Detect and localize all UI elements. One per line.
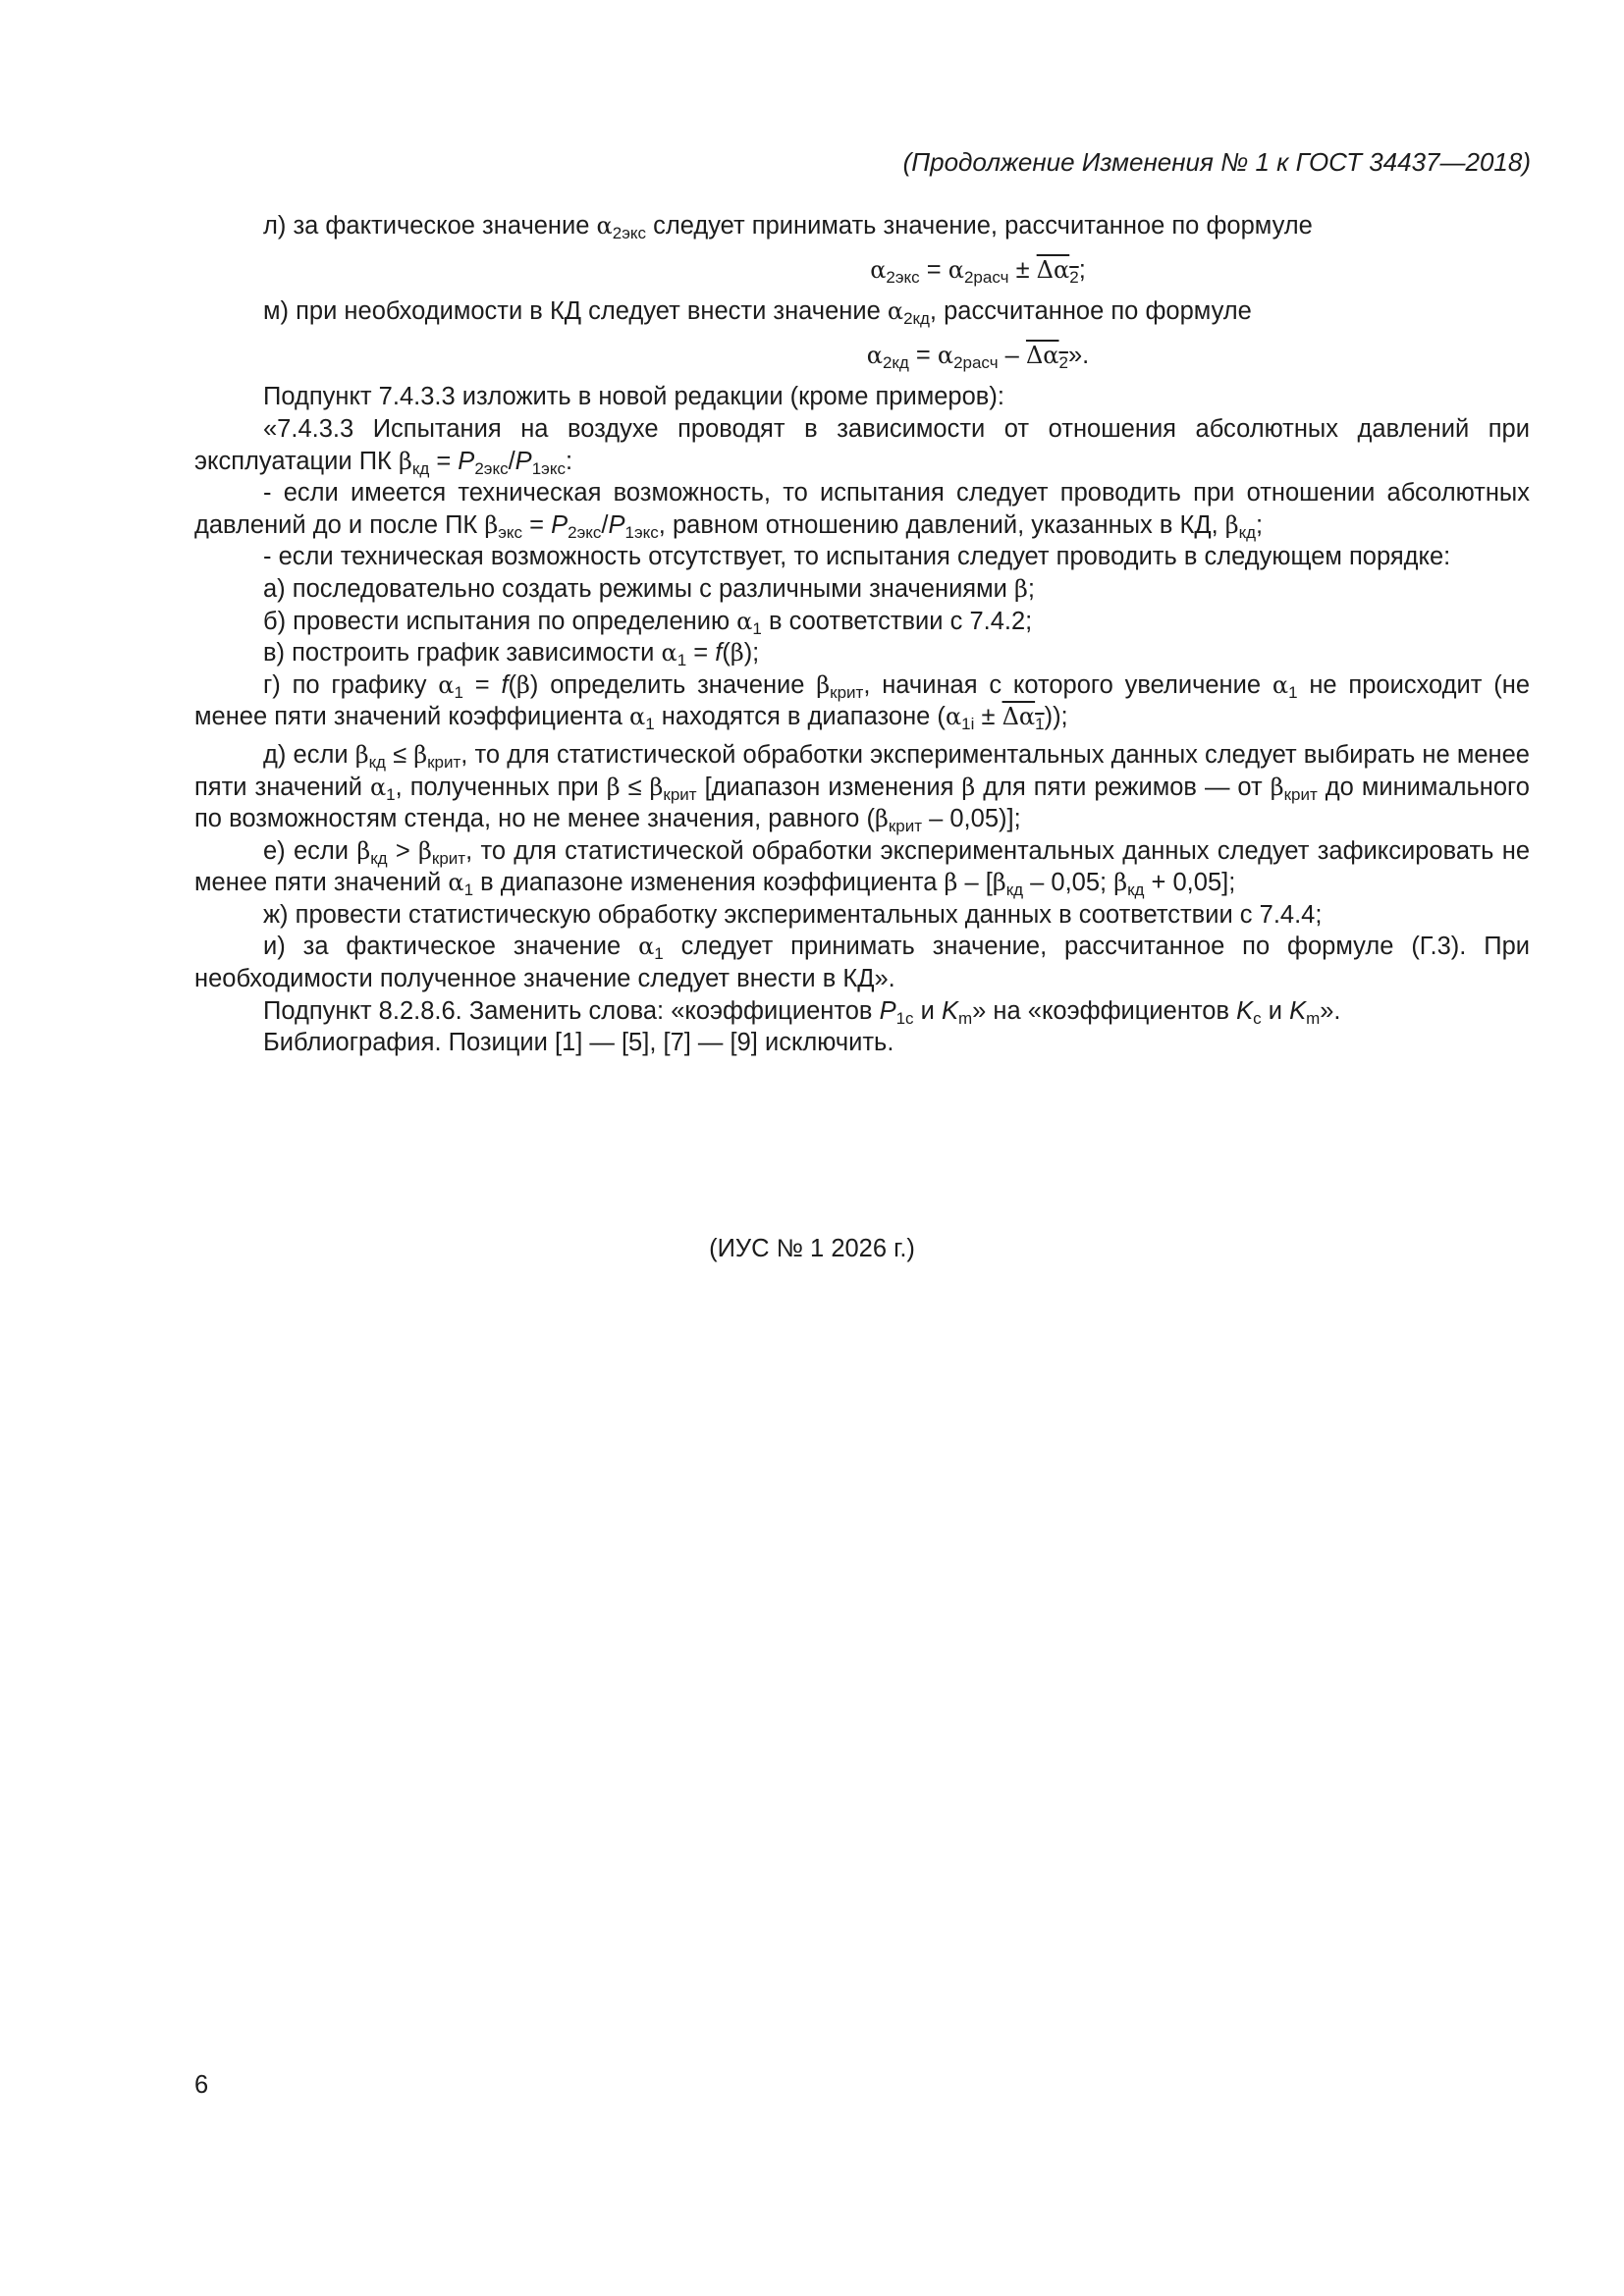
paragraph-7433: «7.4.3.3 Испытания на воздухе проводят в зависимости от отношения абсолютных давлений при эксплуатации ПК $\beta_{кд} = P_{2экс}/P_{1экс}$: — [194, 414, 1530, 478]
page-number: 6 — [194, 2071, 209, 2099]
dash-item-1: - если имеется техническая возможность, то испытания следует проводить при отношении абсолютных давлений до и после ПК $\beta_{экс} = P_{2экс}/P_{1экс}$, равном отношению давлений, указанных в КД, $\beta_{кд}$; — [194, 479, 1530, 542]
list-item-a: а) последовательно создать режимы с различными значениями β; — [263, 574, 1035, 603]
list-item-e: е) если $\beta_{кд} > \beta_{крит}$, то для статистической обработки экспериментальных данных следует зафиксировать не менее пяти значений $\alpha_1$ в диапазоне изменения коэффициента β – [$\beta_{кд} - 0,05$; $\beta_{кд} + 0,05$]; — [194, 836, 1531, 900]
item-l: л) за фактическое значение $\alpha_{2экс}$ следует принимать значение, рассчитанное по формуле — [263, 212, 1313, 242]
formula-alpha2-kd: $\alpha_{2кд} = \alpha_{2расч} - \Delta\alpha_2$». — [866, 341, 1090, 372]
subpoint-7433-intro: Подпункт 7.4.3.3 изложить в новой редакции (кроме примеров): — [263, 383, 1004, 411]
subpoint-8286: Подпункт 8.2.8.6. Заменить слова: «коэффициентов $P_{1с}$ и $K_m$» на «коэффициентов $K_с$ и $K_m$». — [263, 996, 1341, 1028]
list-item-g: г) по графику $\alpha_1 = f(\beta)$ определить значение $\beta_{крит}$, начиная с которого увеличение $\alpha_1$ не происходит (не менее пяти значений коэффициента $\alpha_1$ находятся в диапазоне $(\alpha_{1i} \pm \Delta\alpha_1)$); — [194, 670, 1531, 734]
list-item-zh: ж) провести статистическую обработку экспериментальных данных в соответствии с 7.4.4; — [263, 900, 1323, 929]
list-item-v: в) построить график зависимости $\alpha_1 = f(\beta)$; — [263, 639, 760, 670]
formula-alpha2-eks: $\alpha_{2экс} = \alpha_{2расч} \pm \Delta\alpha_2$; — [870, 255, 1086, 287]
list-item-i: и) за фактическое значение $\alpha_1$ следует принимать значение, рассчитанное по формуле (Г.3). При необходимости полученное значение следует внести в КД». — [194, 933, 1530, 993]
running-header: (Продолжение Изменения № 1 к ГОСТ 34437—2018) — [902, 147, 1531, 177]
list-item-b: б) провести испытания по определению $\alpha_1$ в соответствии с 7.4.2; — [263, 607, 1033, 638]
document-body — [194, 210, 1530, 1059]
ius-reference: (ИУС № 1 2026 г.) — [709, 1235, 915, 1262]
item-m: м) при необходимости в КД следует внести значение $\alpha_{2кд}$, рассчитанное по формуле — [263, 297, 1252, 329]
bibliography-note: Библиография. Позиции [1] — [5], [7] — [9] исключить. — [263, 1029, 894, 1057]
list-item-d: д) если $\beta_{кд} \le \beta_{крит}$, то для статистической обработки экспериментальных данных следует выбирать не менее пяти значений $\alpha_1$, полученных при $\beta \le \beta_{крит}$ [диапазон изменения β для пяти режимов — от $\beta_{крит}$ до минимального по возможностям стенда, но не менее значения, равного $(\beta_{крит} - 0,05)$]; — [194, 740, 1530, 836]
dash-item-2: - если техническая возможность отсутствует, то испытания следует проводить в следующем порядке: — [263, 543, 1451, 571]
